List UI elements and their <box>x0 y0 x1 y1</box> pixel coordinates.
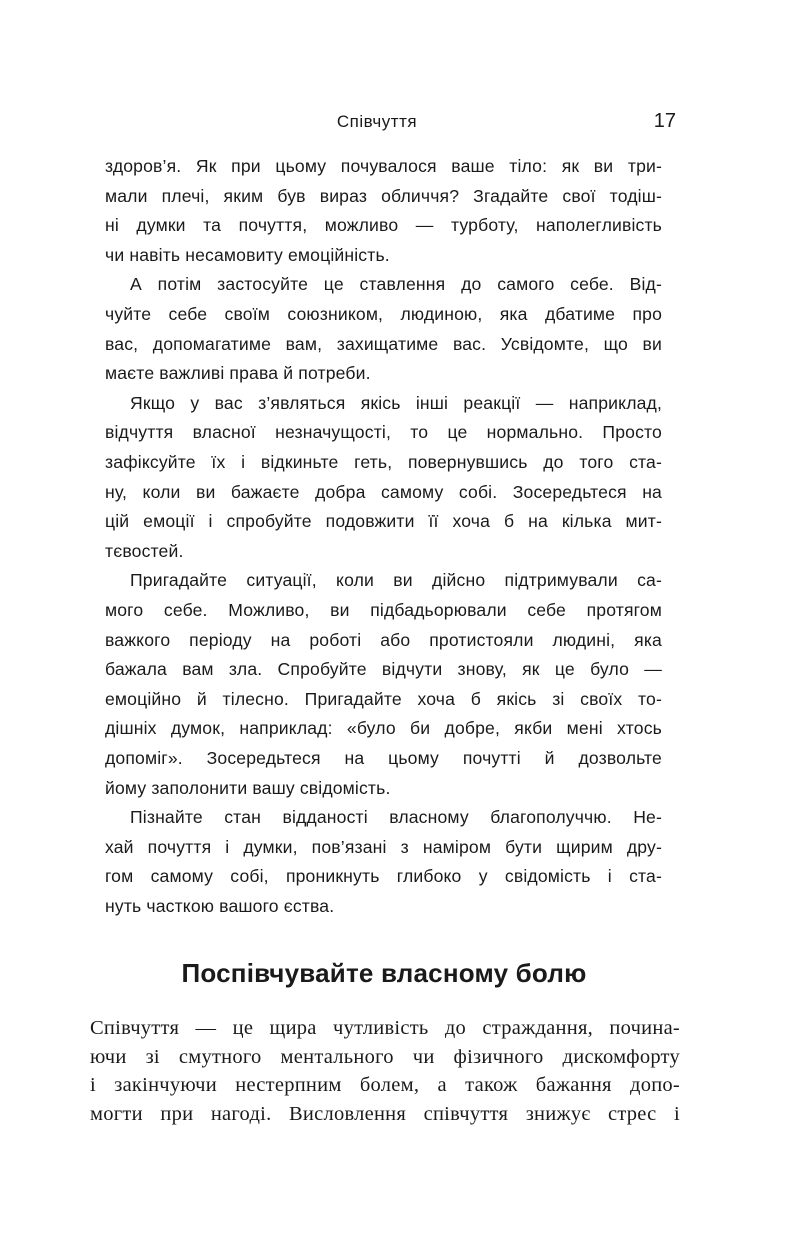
paragraph-1 <box>105 152 662 270</box>
text-line: могти при нагоді. Висловлення співчуття знижує стрес і <box>90 1102 680 1125</box>
text-line: йому заполонити вашу свідомість. <box>105 777 391 798</box>
text-line: маєте важливі права й потреби. <box>105 363 371 384</box>
text-line: Якщо у вас з’являться якісь інші реакції — наприклад, <box>130 392 662 413</box>
paragraph-4 <box>105 566 662 803</box>
paragraph-5 <box>105 803 662 921</box>
text-line: емоційно й тілесно. Пригадайте хоча б якісь зі своїх то- <box>105 688 662 709</box>
text-line: мого себе. Можливо, ви підбадьорювали себе протягом <box>105 599 662 620</box>
text-line: важкого періоду на роботі або протистояли людині, яка <box>105 629 662 650</box>
text-line: цій емоції і спробуйте подовжити її хоча б на кілька мит- <box>105 511 662 532</box>
text-line: ні думки та почуття, можливо — турботу, наполегливість <box>105 215 662 236</box>
running-head <box>0 110 798 138</box>
text-line: А потім застосуйте це ставлення до самого себе. Від- <box>130 274 662 295</box>
text-line: Пізнайте стан відданості власному благополуччю. Не- <box>130 807 662 828</box>
text-line: ну, коли ви бажаєте добра самому собі. Зосередьтеся на <box>105 481 662 502</box>
text-line: гом самому собі, проникнуть глибоко у свідомість і ста- <box>105 866 662 887</box>
text-line: ючи зі смутного ментального чи фізичного дискомфорту <box>90 1045 680 1068</box>
text-line: відчуття власної незначущості, то це нормально. Просто <box>105 422 662 443</box>
paragraph-3 <box>105 389 662 567</box>
text-line: тєвостей. <box>105 540 184 561</box>
text-line: дішніх думок, наприклад: «було би добре, якби мені хтось <box>105 718 662 739</box>
text-line: нуть часткою вашого єства. <box>105 895 335 916</box>
text-line: чуйте себе своїм союзником, людиною, яка дбатиме про <box>105 303 662 324</box>
text-line: чи навіть несамовиту емоційність. <box>105 244 390 265</box>
text-line: мали плечі, яким був вираз обличчя? Згадайте свої тодіш- <box>105 185 662 206</box>
text-line: Співчуття — це щира чутливість до страждання, почина- <box>90 1017 680 1039</box>
text-line: бажала вам зла. Спробуйте відчути знову, як це було — <box>105 659 662 680</box>
text-line: допоміг». Зосередьтеся на цьому почутті й дозвольте <box>105 747 662 768</box>
section-heading: Поспівчувайте власному болю <box>181 958 587 988</box>
paragraph-2 <box>105 270 662 388</box>
page-number: 17 <box>653 110 676 132</box>
text-line: і закінчуючи нестерпним болем, а також бажання допо- <box>90 1074 680 1096</box>
text-line: вас, допомагатиме вам, захищатиме вас. Усвідомте, що ви <box>105 333 662 354</box>
text-line: зафіксуйте їх і відкиньте геть, повернувшись до того ста- <box>105 451 662 472</box>
text-line: хай почуття і думки, пов’язані з наміром бути щирим дру- <box>105 836 662 857</box>
chapter-title: Співчуття <box>336 112 418 131</box>
section-paragraph <box>90 1014 680 1128</box>
text-line: Пригадайте ситуації, коли ви дійсно підтримували са- <box>130 570 662 591</box>
text-line: здоров’я. Як при цьому почувалося ваше тіло: як ви три- <box>105 156 662 176</box>
